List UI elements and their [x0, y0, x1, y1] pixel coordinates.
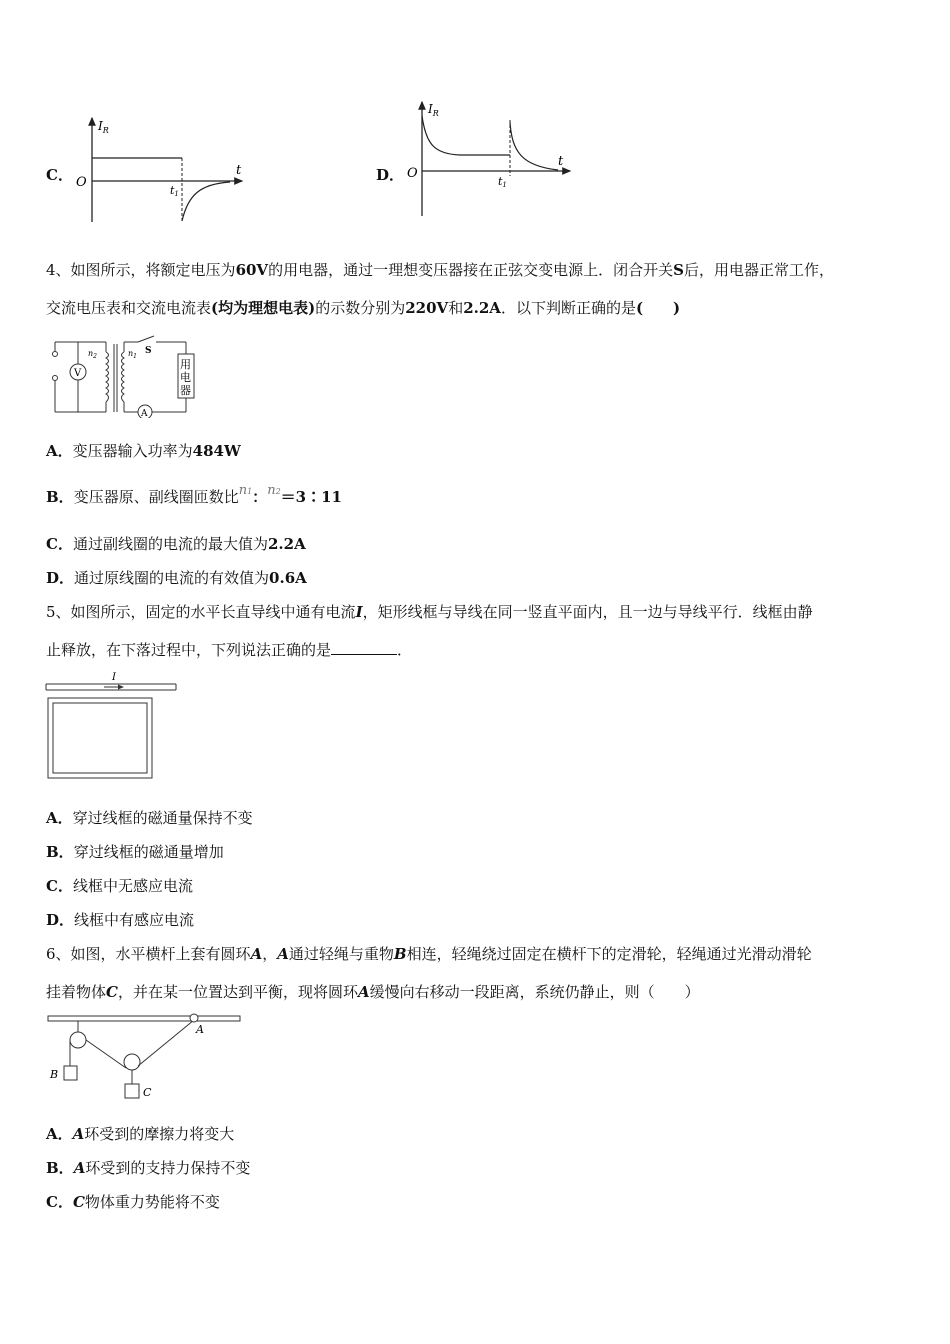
weight-b — [64, 1066, 77, 1080]
weight-c-label: C — [143, 1086, 152, 1099]
rope-left-segment — [86, 1040, 126, 1068]
graph-d-x-label: t — [558, 154, 564, 169]
switch — [138, 336, 154, 342]
secondary-coil — [122, 352, 125, 402]
load-label-2: 电 — [180, 371, 191, 384]
graph-d-rise-curve — [422, 116, 510, 155]
q5-line-2: 止释放，在下落过程中，下列说法正确的是 ． — [46, 641, 413, 659]
rope-right-segment — [138, 1020, 194, 1066]
q6-option-c[interactable]: C．C物体重力势能将不变 — [46, 1193, 220, 1211]
answer-blank[interactable] — [331, 640, 397, 655]
primary-coil-label: $n_2$ — [88, 349, 97, 360]
q4-option-d[interactable]: D．通过原线圈的电流的有效值为0.6A — [46, 569, 307, 587]
q5-option-a[interactable]: A．穿过线框的磁通量保持不变 — [46, 809, 253, 827]
q5-option-d[interactable]: D．线框中有感应电流 — [46, 911, 195, 929]
loop-outer — [48, 698, 152, 778]
q4-line-2: 交流电压表和交流电流表(均为理想电表)的示数分别为220V和2.2A．以下判断正确的是( ) — [46, 299, 681, 317]
q5-wire-and-loop — [44, 670, 180, 782]
q6-pulley-system — [46, 1010, 246, 1108]
graph-c-x-label: t — [236, 163, 242, 178]
q4-line-1: 4、如图所示，将额定电压为60V的用电器，通过一理想变压器接在正弦交变电源上．闭合开关S后，用电器正常工作， — [46, 261, 834, 279]
graph-d-t1: t1 — [498, 175, 507, 189]
q6-line-2: 挂着物体C，并在某一位置达到平衡，现将圆环A缓慢向右移动一段距离，系统仍静止，则（ ） — [46, 983, 700, 1001]
ring-a-label: A — [196, 1023, 204, 1036]
graph-d-decay-curve — [510, 122, 558, 170]
loop-inner — [53, 703, 147, 773]
q4-transformer-circuit — [46, 334, 206, 418]
option-c-label: C． — [46, 166, 73, 184]
source-terminal-bottom — [53, 376, 58, 381]
graph-c-decay-curve — [182, 182, 230, 221]
voltmeter-label: V — [74, 368, 82, 379]
horizontal-rod — [48, 1016, 240, 1021]
current-label: I — [112, 672, 116, 683]
secondary-coil-label: $n_1$ — [128, 349, 137, 360]
option-d-label: D． — [376, 166, 405, 184]
weight-b-label: B — [50, 1068, 59, 1081]
ammeter-label: A — [141, 409, 148, 418]
switch-label: S — [145, 346, 152, 356]
load-label-1: 用 — [180, 358, 191, 371]
graph-c-t1: t1 — [170, 184, 179, 198]
n1-symbol: n1 — [238, 483, 253, 498]
q6-option-a[interactable]: A．A环受到的摩擦力将变大 — [46, 1125, 235, 1143]
q5-option-c[interactable]: C．线框中无感应电流 — [46, 877, 193, 895]
weight-c — [125, 1084, 139, 1098]
graph-d-origin: O — [407, 166, 418, 181]
ring-a — [190, 1014, 198, 1022]
q5-option-b[interactable]: B．穿过线框的磁通量增加 — [46, 843, 224, 861]
q5-line-1: 5、如图所示，固定的水平长直导线中通有电流I，矩形线框与导线在同一竖直平面内，且一边与导线平行．线框由静 — [46, 603, 813, 621]
graph-d — [400, 96, 580, 220]
q6-option-b[interactable]: B．A环受到的支持力保持不变 — [46, 1159, 251, 1177]
current-arrow — [118, 685, 124, 690]
q4-option-c[interactable]: C．通过副线圈的电流的最大值为2.2A — [46, 535, 306, 553]
graph-c-y-label: $I_R$ — [98, 119, 109, 135]
primary-coil — [106, 352, 109, 402]
source-terminal-top — [53, 352, 58, 357]
graph-c-origin: O — [76, 175, 87, 190]
graph-d-y-label: $I_R$ — [428, 102, 439, 118]
q4-option-a[interactable]: A．变压器输入功率为484W — [46, 442, 241, 460]
load-label-3: 器 — [180, 384, 191, 397]
movable-pulley — [124, 1054, 140, 1070]
fixed-pulley — [70, 1032, 86, 1048]
q6-line-1: 6、如图，水平横杆上套有圆环A，A通过轻绳与重物B相连，轻绳绕过固定在横杆下的定滑轮，轻绳通过光滑动滑轮 — [46, 945, 812, 963]
n2-symbol: n2 — [267, 483, 281, 498]
graph-c — [70, 110, 250, 226]
q4-option-b[interactable]: B．变压器原、副线圈匝数比n1：n2＝3∶11 — [46, 483, 342, 506]
